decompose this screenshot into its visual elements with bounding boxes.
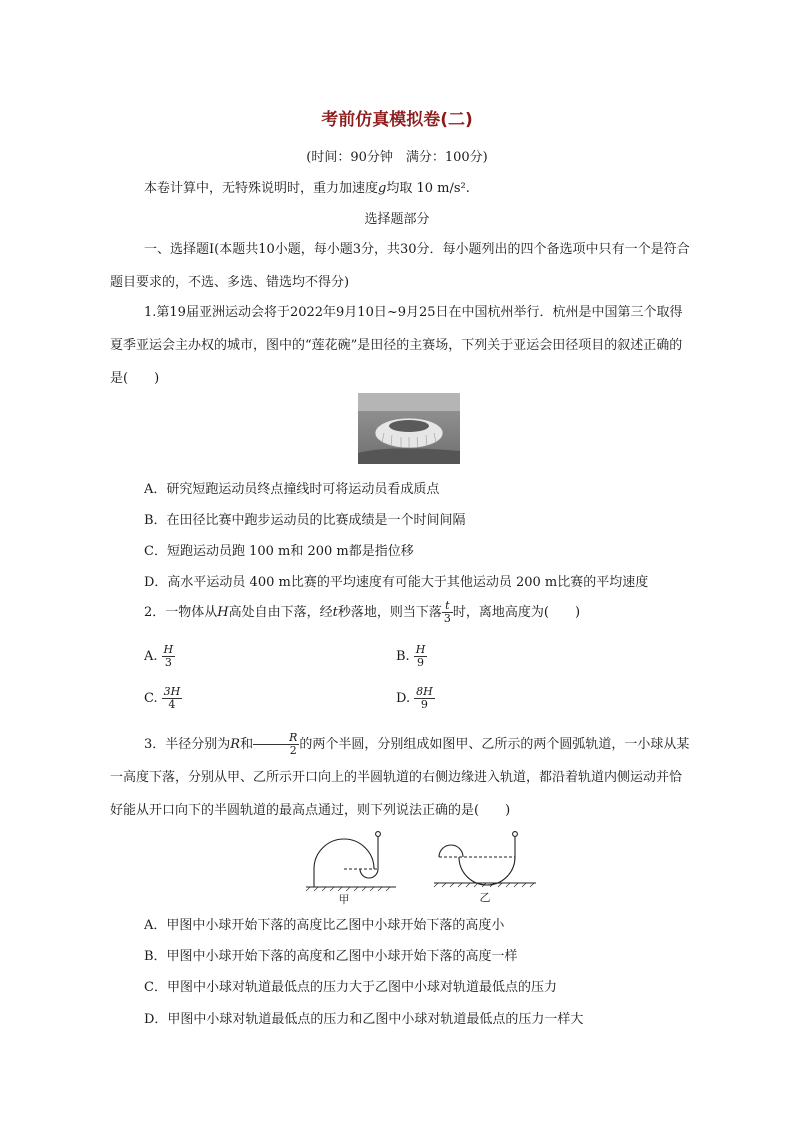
fraction-numerator: R (253, 732, 299, 745)
gravity-note-post: 均取 10 m/s². (386, 181, 470, 196)
q3-stem-part-a: 3．半径分别为 (144, 737, 231, 752)
option-fraction (162, 686, 183, 711)
fraction-denominator: 2 (289, 744, 297, 757)
q2-stem-fraction (442, 600, 453, 625)
page-title: 考前仿真模拟卷(二) (321, 110, 473, 130)
q3-stem-part-b: 和 (240, 737, 254, 752)
q2-stem (144, 600, 580, 625)
q2-stem-part-a: 2．一物体从 (144, 605, 218, 620)
lower-semicircle (360, 837, 378, 878)
q3-option-d: D．甲图中小球对轨道最低点的压力和乙图中小球对轨道最低点的压力一样大 (144, 1012, 584, 1027)
q2-stem-part-c: 秒落地，则当下落 (337, 605, 442, 620)
stadium-photo (358, 393, 460, 464)
section-instruction: 一、选择题Ⅰ(本题共10小题，每小题3分，共30分．每小题列出的四个备选项中只有一个是符合题目要求的，不选、多选、错选均不得分) (110, 242, 690, 290)
q1-option-c: C．短跑运动员跑 100 m和 200 m都是指位移 (144, 544, 414, 559)
section-title: 选择题部分 (364, 212, 430, 227)
q2-var-t: t (332, 605, 338, 620)
q1-option-b: B．在田径比赛中跑步运动员的比赛成绩是一个时间间隔 (144, 513, 466, 528)
fraction-denominator: 9 (416, 656, 424, 669)
q2-stem-part-d: 时，离地高度为( ) (452, 605, 581, 620)
option-label: A. (144, 649, 158, 664)
fraction-denominator: 3 (443, 612, 451, 625)
figure-label-jia: 甲 (338, 893, 350, 906)
q3-stem-part-c: 的两个半圆，分别组成如图甲、乙所示的两个圆弧轨道，一小球从某一高度下落，分别从甲、乙所示开口向上的半圆轨道的右侧边缘进入轨道，都沿着轨道内侧运动并恰好能从开口向下的半圆轨道的最高点通过，则下列说法正确的是( ) (110, 737, 690, 818)
figure-jia (306, 832, 396, 891)
q3-var-r: R (230, 737, 241, 752)
q3-option-c: C．甲图中小球对轨道最低点的压力大于乙图中小球对轨道最低点的压力 (144, 980, 557, 995)
exam-meta: (时间：90分钟 满分：100分) (306, 150, 488, 165)
figure-yi (434, 832, 536, 887)
ball (513, 832, 518, 837)
option-fraction (162, 644, 176, 669)
q2-stem-part-b: 高处自由下落，经 (228, 605, 333, 620)
fraction-numerator: 3H (163, 685, 181, 698)
q2-var-h: H (217, 605, 229, 620)
q2-option-c (144, 686, 182, 711)
q3-figure (300, 830, 540, 908)
fraction-denominator: 4 (168, 698, 176, 711)
option-fraction (414, 644, 428, 669)
fraction-numerator: H (415, 643, 426, 656)
upper-semicircle (439, 845, 463, 857)
figure-label-yi: 乙 (479, 891, 491, 904)
photo-ground (358, 448, 460, 464)
option-label: B. (396, 649, 410, 664)
ball (376, 832, 381, 837)
q2-option-a (144, 644, 175, 669)
q2-option-d (396, 686, 435, 711)
option-label: C. (144, 691, 158, 706)
q2-option-b (396, 644, 427, 669)
stadium-field (389, 420, 429, 432)
lower-semicircle (459, 837, 515, 885)
q1-option-d: D．高水平运动员 400 m比赛的平均速度有可能大于其他运动员 200 m比赛的平均速度 (144, 575, 649, 590)
fraction-denominator: 9 (420, 698, 428, 711)
fraction-denominator: 3 (164, 656, 172, 669)
q3-option-a: A．甲图中小球开始下落的高度比乙图中小球开始下落的高度小 (144, 918, 505, 933)
upper-semicircle (314, 839, 374, 869)
gravity-note (144, 177, 470, 196)
gravity-note-pre: 本卷计算中，无特殊说明时，重力加速度 (144, 181, 379, 196)
option-label: D. (396, 691, 411, 706)
q3-stem-fraction (253, 732, 299, 757)
q1-stem: 1.第19届亚洲运动会将于2022年9月10日~9月25日在中国杭州举行．杭州是中国第三个取得夏季亚运会主办权的城市，图中的“莲花碗”是田径的主赛场，下列关于亚运会田径项目的叙述正确的是( ) (110, 305, 683, 386)
ground-hatch (306, 887, 390, 891)
fraction-numerator: H (163, 643, 174, 656)
fraction-numerator: 8H (416, 685, 433, 698)
photo-horizon (358, 393, 460, 411)
gravity-var: g (378, 181, 387, 196)
q3-stem (110, 728, 690, 827)
q1-option-a: A．研究短跑运动员终点撞线时可将运动员看成质点 (144, 482, 440, 497)
q3-option-b: B．甲图中小球开始下落的高度和乙图中小球开始下落的高度一样 (144, 949, 518, 964)
fraction-numerator: t (442, 600, 453, 613)
option-fraction (414, 686, 435, 711)
